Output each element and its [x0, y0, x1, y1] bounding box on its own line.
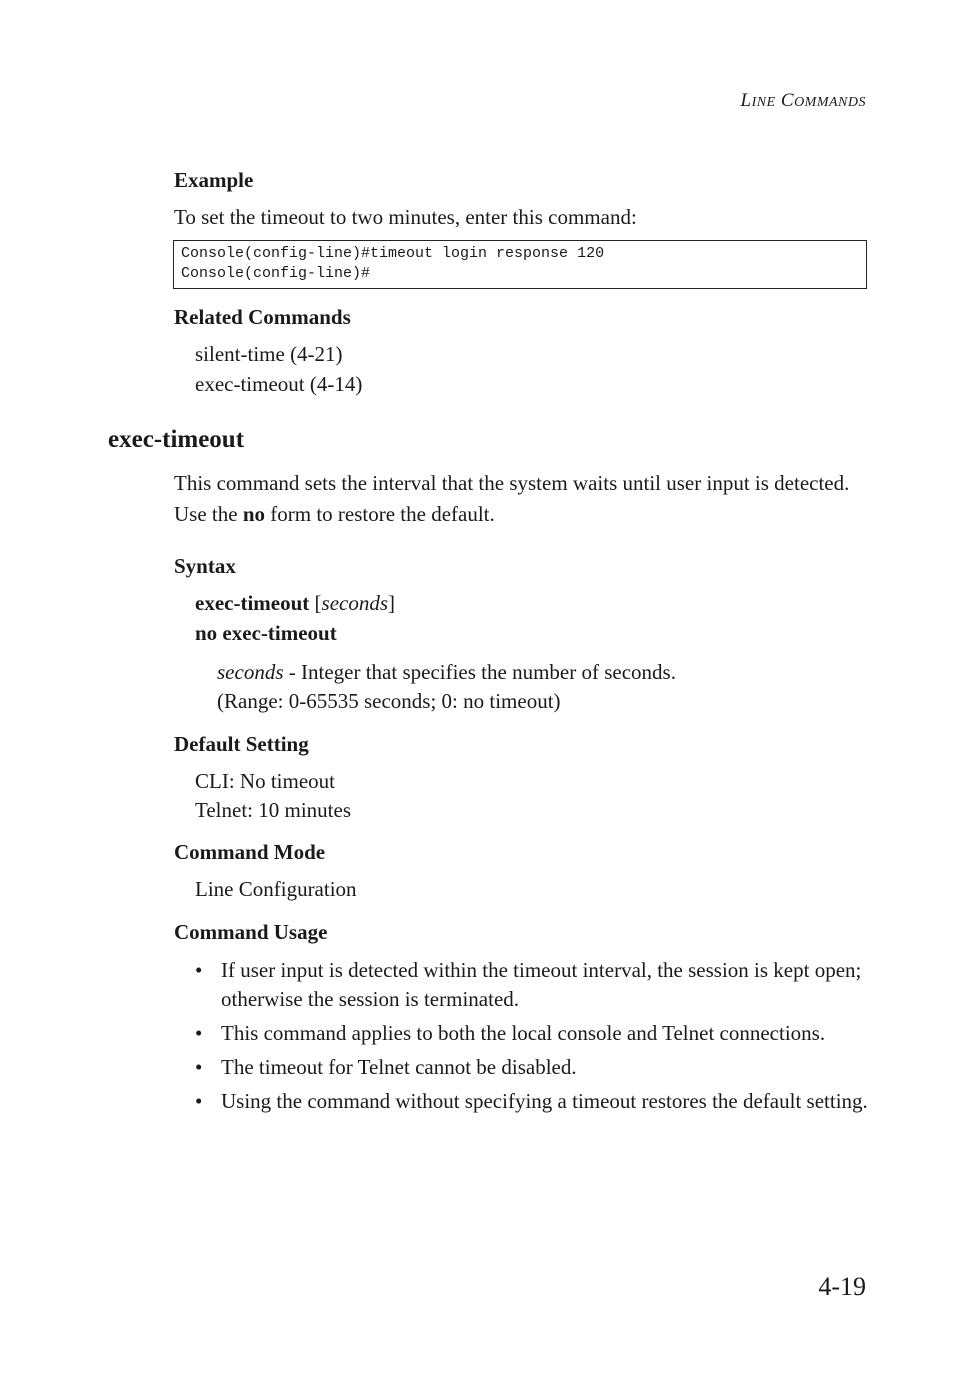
- param-desc: - Integer that specifies the number of seconds.: [283, 660, 676, 684]
- default-setting-line: CLI: No timeout: [195, 769, 335, 793]
- example-intro: To set the timeout to two minutes, enter this command:: [174, 205, 637, 229]
- bullet-icon: •: [195, 1089, 203, 1113]
- default-setting-line: Telnet: 10 minutes: [195, 798, 352, 822]
- command-usage-heading: Command Usage: [174, 920, 328, 944]
- description-text: This command sets the interval that the system waits until user input is detected. Use the: [174, 471, 850, 526]
- code-line: Console(config-line)#timeout login response 120: [181, 245, 605, 262]
- command-mode-heading: Command Mode: [174, 840, 326, 864]
- page-number: 4-19: [818, 1272, 866, 1301]
- list-item: [195, 1019, 875, 1048]
- description-text: form to restore the default.: [265, 502, 495, 526]
- bullet-icon: •: [195, 958, 203, 982]
- syntax-command: [195, 589, 395, 618]
- syntax-cmd: exec-timeout: [195, 591, 310, 615]
- param-range: (Range: 0-65535 seconds; 0: no timeout): [217, 689, 561, 713]
- list-item: [195, 1087, 875, 1116]
- description-no-keyword: no: [242, 502, 266, 526]
- related-command-item: exec-timeout (4-14): [195, 372, 363, 396]
- bullet-icon: •: [195, 1055, 203, 1079]
- section-description: [174, 468, 854, 530]
- list-item: [195, 1053, 875, 1082]
- list-item-text: The timeout for Telnet cannot be disabled.: [221, 1055, 577, 1079]
- param-name: seconds: [217, 660, 284, 684]
- list-item-text: Using the command without specifying a timeout restores the default setting.: [221, 1089, 868, 1113]
- list-item-text: This command applies to both the local console and Telnet connections.: [221, 1021, 826, 1045]
- param-description: [217, 658, 676, 687]
- default-setting-heading: Default Setting: [174, 732, 309, 756]
- example-heading: Example: [174, 168, 254, 192]
- list-item: [195, 956, 875, 1014]
- syntax-open-bracket: [: [314, 591, 322, 615]
- related-commands-heading: Related Commands: [174, 305, 351, 329]
- command-usage-list: [195, 956, 875, 1121]
- syntax-no-command: no exec-timeout: [195, 621, 337, 645]
- related-command-item: silent-time (4-21): [195, 342, 343, 366]
- command-mode-value: Line Configuration: [195, 877, 357, 901]
- header-initial-1: L: [740, 90, 752, 111]
- code-block: [173, 240, 867, 289]
- running-header: [740, 90, 866, 112]
- syntax-close-bracket: ]: [388, 591, 396, 615]
- bullet-icon: •: [195, 1021, 203, 1045]
- syntax-heading: Syntax: [174, 554, 236, 578]
- header-rest-2: OMMANDS: [794, 95, 866, 110]
- header-rest-1: INE: [751, 95, 776, 110]
- code-line: Console(config-line)#: [181, 264, 371, 282]
- syntax-param: seconds: [321, 591, 389, 615]
- header-initial-2: C: [780, 90, 795, 111]
- list-item-text: If user input is detected within the timeout interval, the session is kept open; otherwise the session is terminated.: [221, 958, 862, 1011]
- section-title: exec-timeout: [108, 426, 245, 453]
